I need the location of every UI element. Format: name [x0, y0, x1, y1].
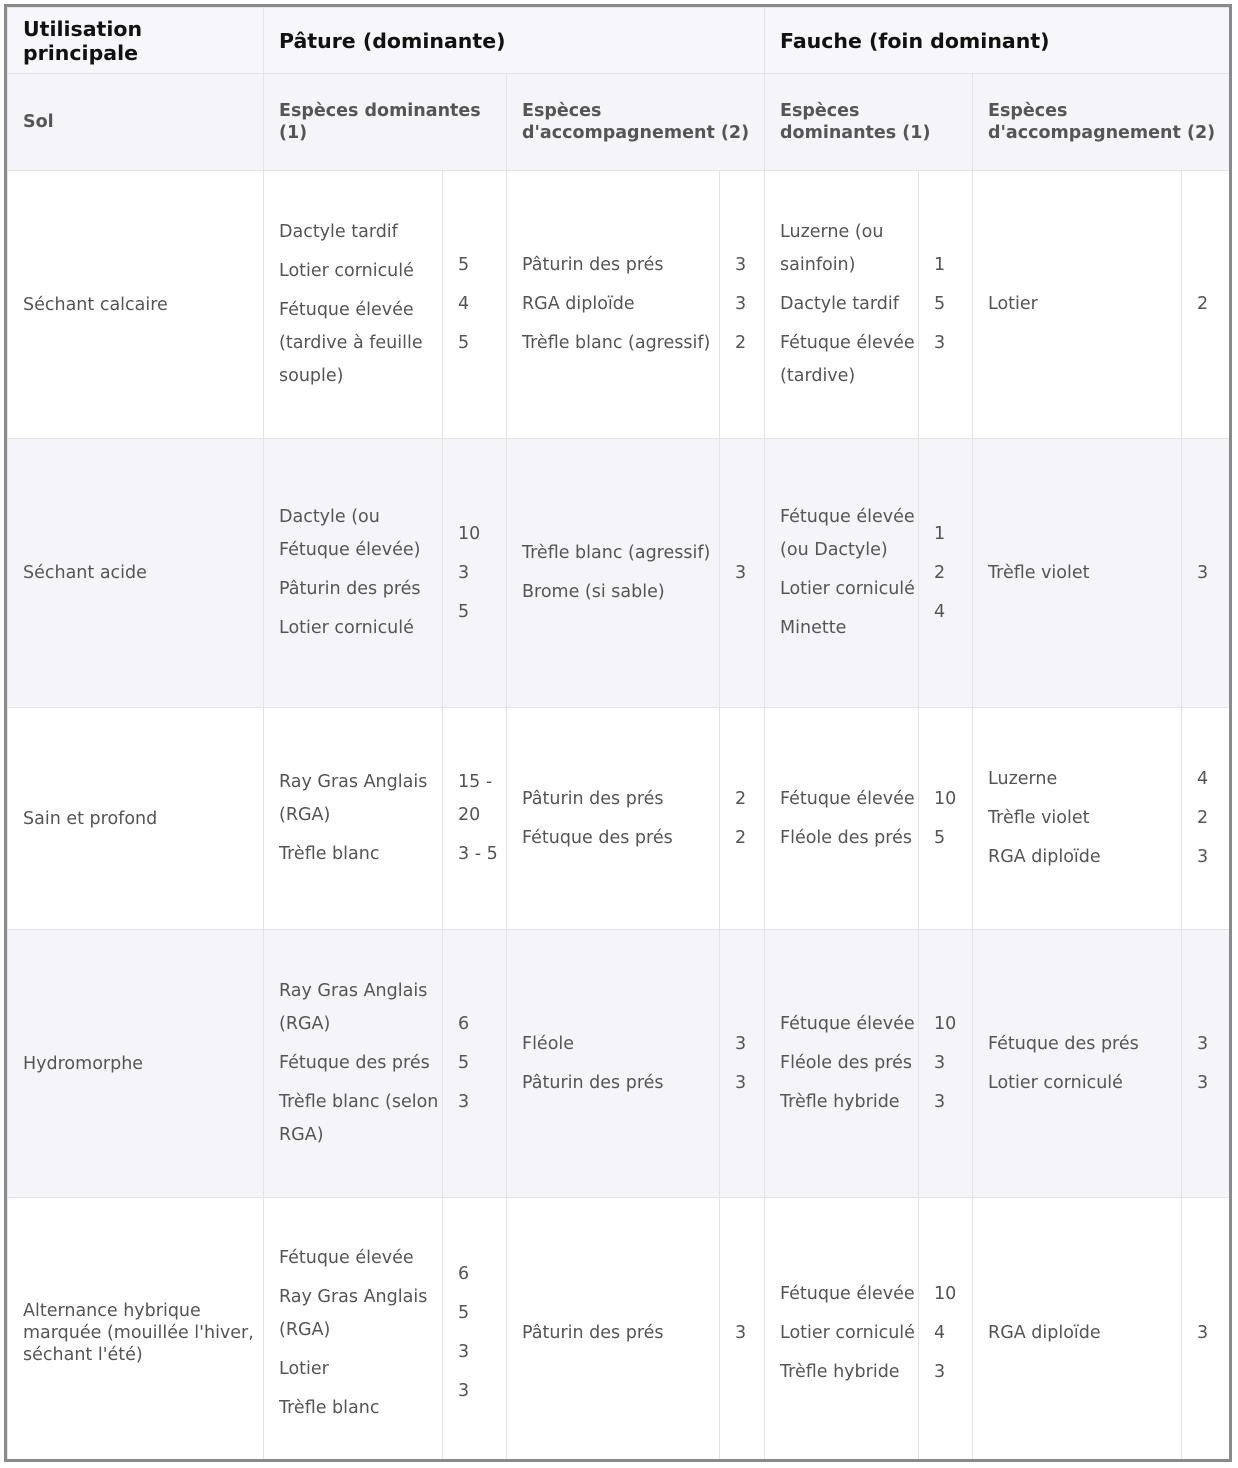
cell-line: Pâturin des prés: [522, 1322, 664, 1343]
cell-line: 6: [458, 1264, 470, 1284]
cell-line: 3: [735, 1322, 747, 1343]
cell-mowing-companion-qty: [1182, 1198, 1230, 1463]
cell-pasture-dominant-qty: [443, 708, 507, 930]
cell-line: 4: [934, 601, 946, 622]
subheader-row: [8, 74, 1230, 171]
cell-line: 1: [934, 255, 946, 275]
cell-pasture-companion: [507, 1198, 720, 1463]
cell-line: Ray Gras Anglais (RGA): [279, 1286, 428, 1340]
table-row: [8, 708, 1230, 930]
cell-line: Lotier corniculé: [279, 618, 414, 638]
cell-mowing-companion: [973, 930, 1182, 1198]
cell-line: Ray Gras Anglais (RGA): [279, 772, 428, 825]
cell-pasture-companion-qty: [720, 171, 765, 439]
cell-line: 5: [458, 333, 470, 353]
cell-pasture-companion-qty: [720, 708, 765, 930]
cell-line: Trèfle hybride: [780, 1092, 900, 1112]
cell-line: Fétuque élevée (tardive à feuille souple): [279, 300, 423, 386]
subheader-past-acc: Espèces d'accompagnement (2): [507, 74, 765, 171]
cell-line: Luzerne: [988, 769, 1058, 789]
cell-mowing-companion-qty: [1182, 708, 1230, 930]
cell-line: Trèfle violet: [988, 808, 1090, 828]
cell-line: 3: [735, 562, 747, 583]
cell-line: Trèfle blanc (agressif): [522, 333, 711, 353]
cell-pasture-dominant-qty: [443, 439, 507, 708]
cell-line: 3 - 5: [458, 844, 498, 864]
cell-line: 5: [934, 294, 946, 314]
cell-line: Trèfle hybride: [780, 1361, 900, 1382]
cell-line: 1: [934, 523, 946, 544]
cell-line: 4: [1197, 769, 1209, 789]
cell-line: 5: [934, 827, 946, 848]
species-table: [7, 7, 1230, 1462]
cell-pasture-dominant: [264, 930, 443, 1198]
cell-line: RGA diploïde: [988, 1322, 1101, 1343]
cell-line: Fléole des prés: [780, 827, 912, 848]
cell-line: Lotier: [279, 1358, 329, 1379]
cell-pasture-companion-qty: [720, 930, 765, 1198]
cell-line: Dactyle (ou Fétuque élevée): [279, 507, 421, 560]
table-row: [8, 1198, 1230, 1463]
cell-pasture-dominant: [264, 1198, 443, 1463]
cell-line: 3: [934, 1361, 946, 1382]
cell-pasture-dominant-qty: [443, 171, 507, 439]
cell-line: Brome (si sable): [522, 582, 665, 602]
cell-mowing-dominant-qty: [919, 708, 973, 930]
cell-line: 3: [934, 1092, 946, 1112]
cell-line: 3: [934, 333, 946, 353]
header-utilisation: Utilisation principale: [8, 8, 264, 74]
cell-line: 4: [934, 1322, 946, 1343]
cell-line: Pâturin des prés: [279, 579, 421, 599]
cell-line: Fétuque des prés: [988, 1033, 1139, 1054]
cell-line: 3: [1197, 562, 1209, 583]
cell-line: 3: [458, 1342, 470, 1362]
cell-pasture-companion: [507, 708, 720, 930]
cell-line: Fétuque élevée: [279, 1247, 414, 1268]
cell-pasture-companion: [507, 171, 720, 439]
cell-line: Trèfle blanc: [279, 844, 380, 864]
table-row: [8, 439, 1230, 708]
cell-soil: Séchant calcaire: [8, 171, 264, 439]
cell-line: 3: [735, 1033, 747, 1054]
cell-line: Lotier: [988, 294, 1038, 314]
table-frame: [4, 4, 1232, 1462]
cell-line: Pâturin des prés: [522, 255, 664, 275]
cell-pasture-dominant: [264, 439, 443, 708]
cell-line: 2: [1197, 808, 1209, 828]
cell-line: Fétuque des prés: [279, 1053, 430, 1073]
cell-line: Minette: [780, 618, 847, 638]
cell-mowing-companion-qty: [1182, 439, 1230, 708]
cell-line: 3: [735, 294, 747, 314]
cell-line: Lotier corniculé: [988, 1072, 1123, 1093]
cell-line: Trèfle violet: [988, 562, 1090, 583]
cell-line: 5: [458, 1303, 470, 1323]
cell-line: 5: [458, 601, 470, 622]
table-row: [8, 930, 1230, 1198]
cell-line: Luzerne (ou sainfoin): [780, 222, 884, 275]
cell-line: 2: [934, 562, 946, 583]
cell-line: 2: [735, 333, 747, 353]
cell-soil: Hydromorphe: [8, 930, 264, 1198]
cell-pasture-dominant-qty: [443, 930, 507, 1198]
cell-line: Pâturin des prés: [522, 788, 664, 809]
cell-line: 4: [458, 294, 470, 314]
cell-line: Fléole des prés: [780, 1053, 912, 1073]
cell-line: Dactyle tardif: [780, 294, 899, 314]
cell-line: 15 - 20: [458, 772, 493, 825]
cell-mowing-dominant: [765, 708, 919, 930]
cell-line: Ray Gras Anglais (RGA): [279, 981, 428, 1034]
cell-line: 10: [934, 1283, 957, 1304]
cell-line: 3: [458, 1092, 470, 1112]
cell-line: Fléole: [522, 1033, 575, 1054]
cell-line: 5: [458, 255, 470, 275]
subheader-fauche-acc: Espèces d'accompagnement (2): [973, 74, 1230, 171]
cell-line: RGA diploïde: [988, 847, 1101, 867]
cell-pasture-dominant: [264, 171, 443, 439]
cell-line: Trèfle blanc (selon RGA): [279, 1092, 439, 1145]
cell-mowing-dominant-qty: [919, 1198, 973, 1463]
cell-line: Fétuque élevée: [780, 788, 915, 809]
cell-mowing-companion: [973, 439, 1182, 708]
cell-mowing-companion: [973, 1198, 1182, 1463]
cell-mowing-companion: [973, 171, 1182, 439]
cell-mowing-companion: [973, 708, 1182, 930]
header-paturage: Pâture (dominante): [264, 8, 765, 74]
cell-line: 2: [735, 827, 747, 848]
cell-line: 3: [1197, 1033, 1209, 1054]
cell-line: 3: [934, 1053, 946, 1073]
subheader-past-dom: Espèces dominantes (1): [264, 74, 507, 171]
cell-line: 2: [1197, 294, 1209, 314]
cell-line: 3: [1197, 1072, 1209, 1093]
cell-mowing-dominant-qty: [919, 930, 973, 1198]
cell-line: Dactyle tardif: [279, 222, 398, 242]
cell-line: 10: [458, 523, 481, 544]
cell-pasture-companion-qty: [720, 439, 765, 708]
subheader-sol: Sol: [8, 74, 264, 171]
cell-pasture-dominant: [264, 708, 443, 930]
cell-mowing-dominant: [765, 1198, 919, 1463]
cell-line: Pâturin des prés: [522, 1072, 664, 1093]
cell-pasture-dominant-qty: [443, 1198, 507, 1463]
cell-mowing-dominant: [765, 439, 919, 708]
cell-line: 5: [458, 1053, 470, 1073]
cell-mowing-dominant-qty: [919, 439, 973, 708]
cell-line: 3: [1197, 1322, 1209, 1343]
cell-line: 2: [735, 788, 747, 809]
cell-line: 10: [934, 788, 957, 809]
cell-line: Fétuque des prés: [522, 827, 673, 848]
cell-line: Lotier corniculé: [780, 1322, 915, 1343]
cell-soil: Sain et profond: [8, 708, 264, 930]
cell-line: Lotier corniculé: [279, 261, 414, 281]
cell-mowing-dominant-qty: [919, 171, 973, 439]
table-row: [8, 171, 1230, 439]
cell-line: 6: [458, 1014, 470, 1034]
cell-line: Fétuque élevée: [780, 1014, 915, 1034]
cell-line: Trèfle blanc: [279, 1397, 380, 1418]
cell-line: 3: [458, 562, 470, 583]
cell-mowing-companion-qty: [1182, 930, 1230, 1198]
cell-pasture-companion-qty: [720, 1198, 765, 1463]
cell-soil: Alternance hybrique marquée (mouillée l'hiver, séchant l'été): [8, 1198, 264, 1463]
header-row: [8, 8, 1230, 74]
cell-line: Lotier corniculé: [780, 579, 915, 599]
cell-pasture-companion: [507, 439, 720, 708]
header-fauche: Fauche (foin dominant): [765, 8, 1230, 74]
cell-line: Fétuque élevée (ou Dactyle): [780, 507, 915, 560]
cell-line: Fétuque élevée (tardive): [780, 333, 915, 386]
cell-mowing-companion-qty: [1182, 171, 1230, 439]
cell-pasture-companion: [507, 930, 720, 1198]
subheader-fauche-dom: Espèces dominantes (1): [765, 74, 973, 171]
cell-line: 3: [735, 1072, 747, 1093]
cell-line: Trèfle blanc (agressif): [522, 543, 711, 563]
cell-mowing-dominant: [765, 930, 919, 1198]
cell-soil: Séchant acide: [8, 439, 264, 708]
cell-line: RGA diploïde: [522, 294, 635, 314]
cell-mowing-dominant: [765, 171, 919, 439]
cell-line: 3: [735, 255, 747, 275]
cell-line: 3: [458, 1381, 470, 1401]
cell-line: 3: [1197, 847, 1209, 867]
cell-line: Fétuque élevée: [780, 1283, 915, 1304]
cell-line: 10: [934, 1014, 957, 1034]
